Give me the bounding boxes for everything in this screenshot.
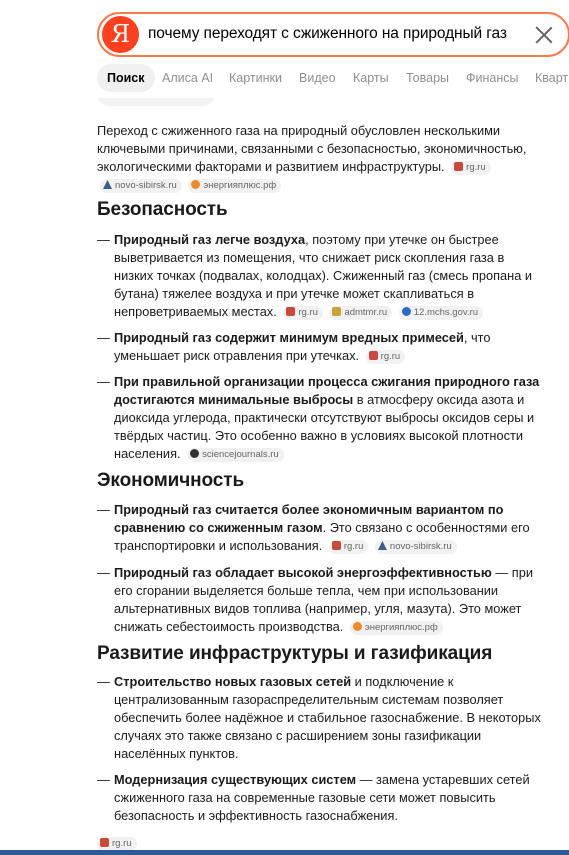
item-bold: Природный газ считается более экономичным вариантом по сравнению со сжиженным газом <box>114 502 504 535</box>
list-item: — Природный газ содержит минимум вредных примесей, что уменьшает риск отравления при утечках. rg.ru <box>97 330 491 363</box>
item-text: и подключение к централизованным газораспределительным системам позволяет обеспечить более надёжное и стабильное газоснабжение. В некоторых случаях это также связано с расширением зоны газификации населённых пунктов. <box>114 674 541 761</box>
source-badge[interactable]: novo-sibirsk.ru <box>375 540 457 554</box>
source-badge[interactable]: энергияплюс.рф <box>350 621 443 635</box>
item-text: , что уменьшает риск отравления при утечках. <box>114 330 491 363</box>
tab-alice-ai[interactable]: Алиса AI <box>162 71 214 85</box>
admtmr-icon <box>332 307 341 316</box>
rg-icon <box>100 838 109 847</box>
item-text: . Это связано с особенностями его транспортировки и использования. <box>114 520 530 553</box>
rg-icon <box>454 162 463 171</box>
section-title-safety: Безопасность <box>97 199 228 220</box>
answer-content <box>0 98 569 855</box>
list-item: — При правильной организации процесса сжигания природного газа достигаются минимальные выбросы в атмосферу оксида азота и диоксида углерода, практически отсутствуют выбросы оксидов серы и твёрдых частиц. Это особенно важно в условиях высокой плотности населения. sciencejournals.ru <box>97 374 540 461</box>
sciencejournals-icon <box>190 449 199 458</box>
item-text: — при его сгорании выделяется больше тепла, чем при использовании альтернативных видов топлива (например, угля, мазута). Это может снижать себестоимость производства. <box>114 565 533 634</box>
novo-sibirsk-icon <box>378 541 387 550</box>
item-bold: Природный газ легче воздуха <box>114 232 306 247</box>
list-item: — Природный газ обладает высокой энергоэффективностью — при его сгорании выделяется больше тепла, чем при использовании альтернативных видов топлива (например, угля, мазута). Это может снижать себестоимость производства. энергияплюс.рф <box>97 565 533 634</box>
source-badge[interactable]: rg.ru <box>451 161 491 175</box>
tab-finance[interactable]: Финансы <box>466 71 519 85</box>
source-badge[interactable]: rg.ru <box>329 540 369 554</box>
item-text: в атмосферу оксида азота и диоксида углерода, практически отсутствуют выбросы оксидов серы и твёрдых частиц. Это особенно важно в условиях высокой плотности населения. <box>114 392 535 461</box>
source-badge[interactable]: admtmr.ru <box>329 306 392 320</box>
intro-text: Переход с сжиженного газа на природный обусловлен несколькими ключевыми причинами, связанными с безопасностью, экономичностью, экологическими факторами и развитием инфраструктуры. <box>97 123 527 174</box>
energy-plus-icon <box>191 180 200 189</box>
item-bold: Модернизация существующих систем <box>114 772 357 787</box>
search-box[interactable] <box>97 12 569 57</box>
rg-icon <box>332 541 341 550</box>
tab-images[interactable]: Картинки <box>229 71 282 85</box>
previous-element-fragment <box>97 98 215 106</box>
tab-goods[interactable]: Товары <box>406 71 449 85</box>
tab-video[interactable]: Видео <box>299 71 336 85</box>
rg-icon <box>369 351 378 360</box>
tab-search[interactable]: Поиск <box>97 64 155 92</box>
item-bold: Строительство новых газовых сетей <box>114 674 352 689</box>
source-badge[interactable]: rg.ru <box>283 306 323 320</box>
tab-maps[interactable]: Карты <box>353 71 389 85</box>
energy-plus-icon <box>353 622 362 631</box>
source-badge[interactable]: rg.ru <box>366 350 406 364</box>
item-bold: Природный газ обладает высокой энергоэффективностью <box>114 565 492 580</box>
section-title-economy: Экономичность <box>97 470 245 491</box>
tab-realty[interactable]: Кварт <box>535 71 569 85</box>
section-title-infrastructure: Развитие инфраструктуры и газификация <box>97 643 493 664</box>
list-item: — Строительство новых газовых сетей и подключение к централизованным газораспределительным системам позволяет обеспечить более надёжное и стабильное газоснабжение. В некоторых случаях это также связано с расширением зоны газификации населённых пунктов. <box>97 674 541 761</box>
source-badge[interactable]: novo-sibirsk.ru <box>100 179 182 193</box>
rg-icon <box>286 307 295 316</box>
source-badge[interactable]: 12.mchs.gov.ru <box>399 306 483 320</box>
search-input[interactable]: почему переходят с сжиженного на природный газ <box>148 25 507 42</box>
item-bold: Природный газ содержит минимум вредных примесей <box>114 330 464 345</box>
list-item: — Модернизация существующих систем — замена устаревших сетей сжиженного газа на современные газовые сети может повысить безопасность и эффективность газоснабжения. <box>97 772 530 823</box>
source-badge[interactable]: rg.ru <box>97 837 137 851</box>
source-badge[interactable]: sciencejournals.ru <box>187 448 284 462</box>
item-bold: При правильной организации процесса сжигания природного газа достигаются минимальные выбросы <box>114 374 540 407</box>
item-text: , поэтому при утечке он быстрее выветривается из помещения, что снижает риск скопления газа в низких точках (подвалах, колодцах). Сжиженный газ (смесь пропана и бутана) тяжелее воздуха и при утечке может скапливаться в непроветриваемых местах. <box>114 232 533 319</box>
clear-search-icon[interactable] <box>533 24 555 46</box>
intro-paragraph <box>97 122 542 194</box>
item-text: — замена устаревших сетей сжиженного газа на современные газовые сети может повысить безопасность и эффективность газоснабжения. <box>114 772 530 823</box>
list-item: — Природный газ считается более экономичным вариантом по сравнению со сжиженным газом. Это связано с особенностями его транспортировки и использования. rg.ru novo-sibirsk.ru <box>97 502 530 553</box>
mchs-icon <box>402 307 411 316</box>
source-badge[interactable]: энергияплюс.рф <box>188 179 281 193</box>
novo-sibirsk-icon <box>103 180 112 189</box>
header <box>0 0 569 98</box>
list-item: — Природный газ легче воздуха, поэтому при утечке он быстрее выветривается из помещения, что снижает риск скопления газа в низких точках (подвалах, колодцах). Сжиженный газ (смесь пропана и бутана) тяжелее воздуха и при утечке может скапливаться в непроветриваемых местах. rg.ru admtmr.ru 12.mchs.gov.ru <box>97 232 533 319</box>
bottom-bar <box>0 850 569 855</box>
yandex-logo-icon[interactable]: Я <box>102 16 139 53</box>
